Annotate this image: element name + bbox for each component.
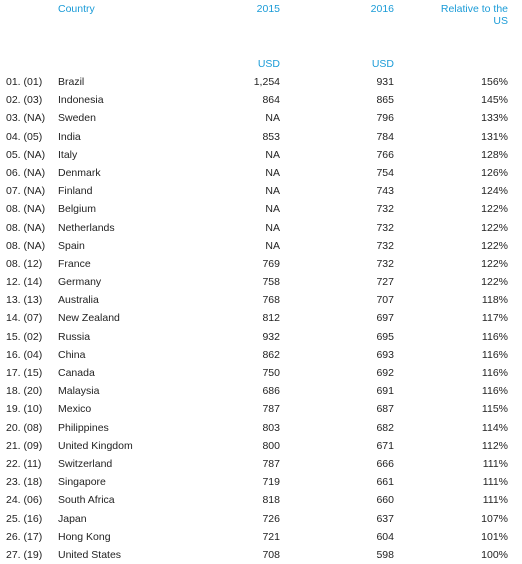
value-2015-cell: NA bbox=[265, 148, 280, 161]
relative-cell: 128% bbox=[481, 148, 508, 161]
value-2016-cell: 754 bbox=[376, 166, 394, 179]
header-country: Country bbox=[58, 3, 95, 15]
table-row bbox=[0, 473, 522, 491]
table-row bbox=[0, 382, 522, 400]
country-cell: Japan bbox=[58, 512, 87, 525]
value-2015-cell: 803 bbox=[262, 421, 280, 434]
table-row bbox=[0, 128, 522, 146]
relative-cell: 115% bbox=[481, 403, 508, 416]
country-cell: Italy bbox=[58, 148, 78, 161]
table-row bbox=[0, 219, 522, 237]
table-row bbox=[0, 73, 522, 91]
rank-cell: 26. (17) bbox=[6, 530, 43, 543]
value-2016-cell: 732 bbox=[376, 257, 394, 270]
value-2015-cell: 800 bbox=[262, 439, 280, 452]
relative-cell: 131% bbox=[481, 130, 508, 143]
value-2015-cell: 864 bbox=[262, 94, 280, 107]
value-2015-cell: NA bbox=[265, 239, 280, 252]
relative-cell: 116% bbox=[481, 367, 508, 379]
country-cell: Switzerland bbox=[58, 457, 113, 470]
relative-cell: 156% bbox=[481, 76, 508, 88]
relative-cell: 122% bbox=[481, 239, 508, 252]
relative-cell: 145% bbox=[481, 94, 508, 107]
relative-cell: 100% bbox=[481, 548, 508, 561]
value-2016-cell: 707 bbox=[376, 294, 394, 307]
value-2015-cell: NA bbox=[265, 166, 280, 179]
value-2016-cell: 865 bbox=[376, 94, 394, 107]
relative-cell: 107% bbox=[481, 512, 508, 525]
relative-cell: 118% bbox=[481, 294, 508, 307]
country-cell: Belgium bbox=[58, 203, 96, 216]
country-cell: China bbox=[58, 348, 86, 361]
rank-cell: 05. (NA) bbox=[6, 148, 46, 161]
value-2016-cell: 695 bbox=[376, 330, 394, 343]
country-cell: Singapore bbox=[58, 476, 106, 489]
country-cell: Indonesia bbox=[58, 94, 104, 107]
rank-cell: 01. (01) bbox=[6, 76, 43, 88]
relative-cell: 101% bbox=[481, 530, 508, 543]
value-2015-cell: 726 bbox=[262, 512, 280, 525]
relative-cell: 116% bbox=[481, 385, 508, 398]
table-row bbox=[0, 491, 522, 509]
rank-cell: 23. (18) bbox=[6, 476, 43, 489]
table-row bbox=[0, 400, 522, 418]
value-2016-cell: 661 bbox=[376, 476, 394, 489]
table-row bbox=[0, 91, 522, 109]
table-row bbox=[0, 146, 522, 164]
relative-cell: 114% bbox=[481, 421, 508, 434]
value-2016-cell: 687 bbox=[376, 403, 394, 416]
relative-cell: 122% bbox=[481, 203, 508, 216]
relative-cell: 112% bbox=[481, 439, 508, 452]
value-2016-cell: 660 bbox=[376, 494, 394, 507]
rank-cell: 15. (02) bbox=[6, 330, 43, 343]
value-2016-cell: 692 bbox=[376, 367, 394, 379]
value-2016-cell: 697 bbox=[376, 312, 394, 325]
country-cell: Netherlands bbox=[58, 221, 115, 234]
table-row bbox=[0, 164, 522, 182]
value-2016-cell: 732 bbox=[376, 239, 394, 252]
rank-cell: 08. (NA) bbox=[6, 221, 46, 234]
value-2016-cell: 784 bbox=[376, 130, 394, 143]
value-2015-cell: 1,254 bbox=[253, 76, 280, 88]
value-2016-cell: 732 bbox=[376, 203, 394, 216]
value-2015-cell: 862 bbox=[262, 348, 280, 361]
rank-cell: 08. (NA) bbox=[6, 203, 46, 216]
unit-2015: USD bbox=[257, 58, 280, 70]
value-2015-cell: 708 bbox=[262, 548, 280, 561]
rank-cell: 19. (10) bbox=[6, 403, 43, 416]
value-2016-cell: 732 bbox=[376, 221, 394, 234]
relative-cell: 122% bbox=[481, 257, 508, 270]
value-2015-cell: 769 bbox=[262, 257, 280, 270]
relative-cell: 111% bbox=[482, 476, 508, 489]
value-2015-cell: 719 bbox=[262, 476, 280, 489]
table-row bbox=[0, 182, 522, 200]
value-2016-cell: 743 bbox=[376, 185, 394, 198]
table-row bbox=[0, 255, 522, 273]
value-2016-cell: 682 bbox=[376, 421, 394, 434]
value-2015-cell: 787 bbox=[262, 457, 280, 470]
table-row bbox=[0, 546, 522, 564]
rank-cell: 20. (08) bbox=[6, 421, 43, 434]
value-2016-cell: 637 bbox=[376, 512, 394, 525]
value-2016-cell: 693 bbox=[376, 348, 394, 361]
value-2016-cell: 727 bbox=[376, 276, 394, 289]
rank-cell: 04. (05) bbox=[6, 130, 43, 143]
country-cell: New Zealand bbox=[58, 312, 120, 325]
relative-cell: 133% bbox=[481, 112, 508, 125]
value-2015-cell: 818 bbox=[262, 494, 280, 507]
value-2016-cell: 604 bbox=[376, 530, 394, 543]
country-cell: India bbox=[58, 130, 81, 143]
value-2016-cell: 671 bbox=[376, 439, 394, 452]
value-2015-cell: NA bbox=[265, 185, 280, 198]
relative-cell: 116% bbox=[481, 348, 508, 361]
table-row bbox=[0, 109, 522, 127]
value-2015-cell: NA bbox=[265, 203, 280, 216]
table-row bbox=[0, 200, 522, 218]
country-cell: Brazil bbox=[58, 76, 85, 88]
country-cell: Hong Kong bbox=[58, 530, 111, 543]
rank-cell: 13. (13) bbox=[6, 294, 43, 307]
table-row bbox=[0, 309, 522, 327]
rank-cell: 27. (19) bbox=[6, 548, 43, 561]
country-cell: Mexico bbox=[58, 403, 92, 416]
value-2016-cell: 931 bbox=[376, 76, 394, 88]
table-row bbox=[0, 364, 522, 382]
relative-cell: 111% bbox=[482, 457, 508, 470]
relative-cell: 126% bbox=[481, 166, 508, 179]
value-2016-cell: 666 bbox=[376, 457, 394, 470]
rank-cell: 22. (11) bbox=[6, 457, 42, 470]
table-body bbox=[0, 73, 522, 564]
relative-cell: 124% bbox=[481, 185, 508, 198]
table-row bbox=[0, 419, 522, 437]
rank-cell: 16. (04) bbox=[6, 348, 43, 361]
value-2015-cell: 812 bbox=[262, 312, 280, 325]
table-row bbox=[0, 273, 522, 291]
rank-cell: 06. (NA) bbox=[6, 166, 46, 179]
unit-2016: USD bbox=[371, 58, 394, 70]
value-2015-cell: 787 bbox=[262, 403, 280, 416]
rank-cell: 08. (12) bbox=[6, 257, 43, 270]
relative-cell: 122% bbox=[481, 276, 508, 289]
value-2015-cell: 721 bbox=[262, 530, 280, 543]
country-cell: Canada bbox=[58, 367, 95, 379]
value-2016-cell: 796 bbox=[376, 112, 394, 125]
value-2015-cell: 750 bbox=[262, 367, 280, 379]
table-row bbox=[0, 455, 522, 473]
country-cell: France bbox=[58, 257, 91, 270]
country-cell: Australia bbox=[58, 294, 99, 307]
rank-cell: 07. (NA) bbox=[6, 185, 46, 198]
relative-cell: 111% bbox=[482, 494, 508, 507]
relative-cell: 117% bbox=[481, 312, 508, 325]
table-header bbox=[0, 0, 522, 56]
country-cell: Philippines bbox=[58, 421, 109, 434]
country-cell: Spain bbox=[58, 239, 85, 252]
country-cell: Malaysia bbox=[58, 385, 100, 398]
value-2015-cell: NA bbox=[265, 221, 280, 234]
rank-cell: 14. (07) bbox=[6, 312, 43, 325]
country-cell: Germany bbox=[58, 276, 102, 289]
rank-cell: 08. (NA) bbox=[6, 239, 46, 252]
rank-cell: 21. (09) bbox=[6, 439, 43, 452]
value-2016-cell: 766 bbox=[376, 148, 394, 161]
country-cell: South Africa bbox=[58, 494, 115, 507]
header-2016: 2016 bbox=[370, 3, 394, 15]
relative-cell: 122% bbox=[481, 221, 508, 234]
table-row bbox=[0, 237, 522, 255]
rank-cell: 03. (NA) bbox=[6, 112, 46, 125]
value-2016-cell: 598 bbox=[376, 548, 394, 561]
header-relative: Relative to the US bbox=[440, 3, 508, 27]
rank-cell: 02. (03) bbox=[6, 94, 43, 107]
rank-cell: 18. (20) bbox=[6, 385, 43, 398]
table-row bbox=[0, 346, 522, 364]
salary-table bbox=[0, 0, 522, 76]
rank-cell: 24. (06) bbox=[6, 494, 43, 507]
table-row bbox=[0, 328, 522, 346]
value-2015-cell: 932 bbox=[262, 330, 280, 343]
rank-cell: 12. (14) bbox=[6, 276, 43, 289]
value-2015-cell: NA bbox=[265, 112, 280, 125]
table-row bbox=[0, 528, 522, 546]
country-cell: United States bbox=[58, 548, 122, 561]
table-row bbox=[0, 437, 522, 455]
value-2015-cell: 758 bbox=[262, 276, 280, 289]
relative-cell: 116% bbox=[481, 330, 508, 343]
value-2015-cell: 853 bbox=[262, 130, 280, 143]
rank-cell: 25. (16) bbox=[6, 512, 43, 525]
value-2015-cell: 768 bbox=[262, 294, 280, 307]
header-2015: 2015 bbox=[256, 3, 280, 15]
country-cell: Finland bbox=[58, 185, 93, 198]
rank-cell: 17. (15) bbox=[6, 367, 43, 379]
value-2016-cell: 691 bbox=[376, 385, 394, 398]
country-cell: Sweden bbox=[58, 112, 96, 125]
country-cell: United Kingdom bbox=[58, 439, 133, 452]
table-row bbox=[0, 291, 522, 309]
table-row bbox=[0, 510, 522, 528]
country-cell: Denmark bbox=[58, 166, 101, 179]
country-cell: Russia bbox=[58, 330, 91, 343]
value-2015-cell: 686 bbox=[262, 385, 280, 398]
